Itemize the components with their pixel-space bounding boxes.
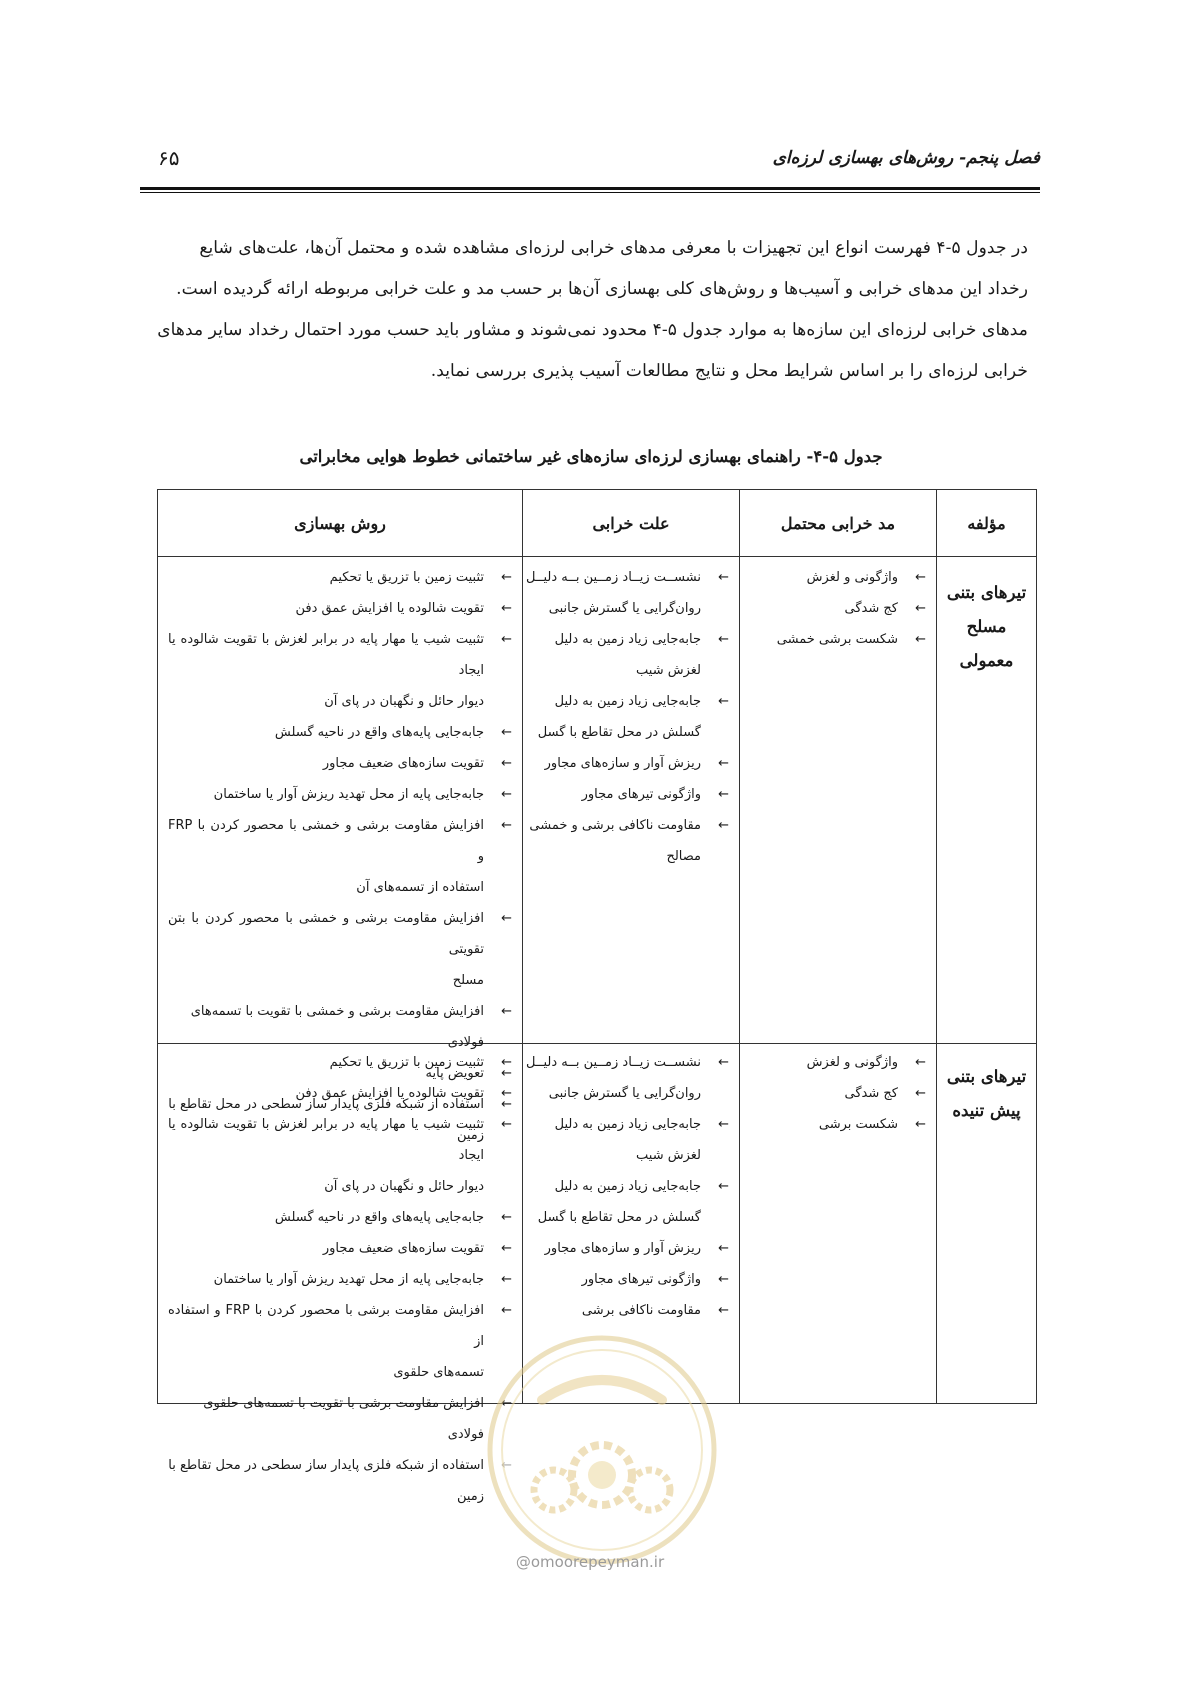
column-divider bbox=[522, 490, 523, 1403]
arrow-icon: ← bbox=[501, 725, 512, 740]
method-item-text: جابه‌جایی پایه‌های واقع در ناحیه گسلش bbox=[274, 1210, 484, 1225]
component-cell bbox=[937, 576, 1036, 678]
cause-item bbox=[526, 810, 733, 872]
method-item-text: جابه‌جایی پایه از محل تهدید ریزش آوار یا ساختمان bbox=[213, 1272, 484, 1287]
failure-mode-item bbox=[740, 1047, 930, 1078]
arrow-icon: ← bbox=[501, 601, 512, 616]
arrow-icon: ← bbox=[501, 1210, 512, 1225]
method-item bbox=[168, 1295, 516, 1388]
method-item-text: تقویت شالوده یا افزایش عمق دفن bbox=[295, 601, 484, 616]
method-item bbox=[168, 779, 516, 810]
method-item bbox=[168, 810, 516, 903]
failure-mode-item bbox=[740, 1078, 930, 1109]
arrow-icon: ← bbox=[915, 1055, 926, 1070]
running-header bbox=[140, 146, 1040, 178]
cause-item-text: جابه‌جایی زیاد زمین به دلیل bbox=[554, 694, 701, 709]
cause-item-text: گسلش در محل تقاطع با گسل bbox=[537, 725, 701, 740]
arrow-icon: ← bbox=[915, 1117, 926, 1132]
cause-item bbox=[526, 779, 733, 810]
cause-item-text: جابه‌جایی زیاد زمین به دلیل bbox=[554, 632, 701, 647]
method-item-text: تثبیت زمین با تزریق یا تحکیم bbox=[329, 1055, 484, 1070]
method-item bbox=[168, 1233, 516, 1264]
chapter-title: فصل پنجم- روش‌های بهسازی لرزه‌ای bbox=[772, 148, 1040, 168]
method-item-text: جابه‌جایی پایه از محل تهدید ریزش آوار یا ساختمان bbox=[213, 787, 484, 802]
method-item-text: تسمه‌های حلقوی bbox=[393, 1365, 484, 1380]
arrow-icon: ← bbox=[501, 1086, 512, 1101]
cause-item-text: نشســت زیــاد زمــین بــه دلیــل bbox=[525, 1055, 701, 1070]
cause-item-text: جابه‌جایی زیاد زمین به دلیل bbox=[554, 1179, 701, 1194]
failure-mode-item-text: واژگونی و لغزش bbox=[806, 1055, 898, 1070]
arrow-icon: ← bbox=[501, 1117, 512, 1132]
arrow-icon: ← bbox=[915, 601, 926, 616]
arrow-icon: ← bbox=[501, 1055, 512, 1070]
arrow-icon: ← bbox=[718, 570, 729, 585]
page-number: ۶۵ bbox=[158, 146, 180, 170]
cause-item-text: لغزش شیب bbox=[636, 663, 701, 678]
cause-item-text: واژگونی تیرهای مجاور bbox=[581, 1272, 701, 1287]
method-item-text: افزایش مقاومت برشی و خمشی با تقویت با تسمه‌های فولادی bbox=[190, 1004, 484, 1050]
cause-item bbox=[526, 1264, 733, 1295]
method-item bbox=[168, 593, 516, 624]
header-cause: علت خرابی bbox=[592, 513, 670, 533]
method-item-text: زمین bbox=[456, 1489, 484, 1504]
method-item bbox=[168, 1078, 516, 1109]
cause-item-text: گسلش در محل تقاطع با گسل bbox=[537, 1210, 701, 1225]
method-item-text: دیوار حائل و نگهبان در پای آن bbox=[324, 1179, 484, 1194]
method-item-text: افزایش مقاومت برشی با تقویت با تسمه‌های حلقوی فولادی bbox=[203, 1396, 484, 1442]
method-item-text: افزایش مقاومت برشی با محصور کردن با FRP و استفاده از bbox=[168, 1303, 485, 1349]
arrow-icon: ← bbox=[501, 756, 512, 771]
method-cell bbox=[168, 1047, 516, 1512]
component-cell bbox=[937, 1060, 1036, 1128]
cause-item bbox=[526, 1171, 733, 1233]
arrow-icon: ← bbox=[718, 694, 729, 709]
failure-mode-cell bbox=[740, 1047, 930, 1140]
arrow-icon: ← bbox=[718, 1117, 729, 1132]
method-item bbox=[168, 562, 516, 593]
method-item bbox=[168, 903, 516, 996]
arrow-icon: ← bbox=[501, 1004, 512, 1019]
failure-mode-item-text: کج شدگی bbox=[844, 601, 898, 616]
component-line: پیش تنیده bbox=[952, 1101, 1021, 1120]
cause-item-text: واژگونی تیرهای مجاور bbox=[581, 787, 701, 802]
arrow-icon: ← bbox=[501, 1458, 512, 1473]
cause-item bbox=[526, 562, 733, 624]
method-item-text: دیوار حائل و نگهبان در پای آن bbox=[324, 694, 484, 709]
method-item bbox=[168, 1047, 516, 1078]
method-item-text: جابه‌جایی پایه‌های واقع در ناحیه گسلش bbox=[274, 725, 484, 740]
method-item-text: تثبیت زمین با تزریق یا تحکیم bbox=[329, 570, 484, 585]
failure-mode-item bbox=[740, 593, 930, 624]
component-line: تیرهای بتنی bbox=[946, 1067, 1027, 1086]
cause-item bbox=[526, 624, 733, 686]
failure-mode-item-text: واژگونی و لغزش bbox=[806, 570, 898, 585]
method-item-text: تقویت شالوده یا افزایش عمق دفن bbox=[295, 1086, 484, 1101]
cause-item-text: مصالح bbox=[666, 849, 701, 864]
method-item bbox=[168, 1450, 516, 1512]
cause-item bbox=[526, 686, 733, 748]
cause-item bbox=[526, 748, 733, 779]
header-method: روش بهسازی bbox=[294, 513, 386, 533]
cause-item-text: ریزش آوار و سازه‌های مجاور bbox=[544, 1241, 701, 1256]
cause-cell bbox=[526, 1047, 733, 1326]
method-item-text: تقویت سازه‌های ضعیف مجاور bbox=[322, 756, 484, 771]
failure-mode-item-text: کج شدگی bbox=[844, 1086, 898, 1101]
arrow-icon: ← bbox=[718, 1272, 729, 1287]
watermark-url: @omoorepeyman.ir bbox=[515, 1553, 665, 1571]
cause-item bbox=[526, 1233, 733, 1264]
component-line: مسلح bbox=[966, 617, 1007, 636]
method-item-text: تثبیت شیب یا مهار پایه در برابر لغزش با تقویت شالوده یا ایجاد bbox=[168, 632, 484, 678]
cause-item-text: لغزش شیب bbox=[636, 1148, 701, 1163]
failure-mode-item-text: شکست برشی bbox=[818, 1117, 898, 1132]
arrow-icon: ← bbox=[501, 1241, 512, 1256]
arrow-icon: ← bbox=[501, 1303, 512, 1318]
component-line: معمولی bbox=[959, 651, 1014, 670]
cause-item bbox=[526, 1295, 733, 1326]
arrow-icon: ← bbox=[501, 1066, 512, 1081]
method-item bbox=[168, 1388, 516, 1450]
method-item bbox=[168, 624, 516, 717]
component-line: تیرهای بتنی bbox=[946, 583, 1027, 602]
arrow-icon: ← bbox=[501, 570, 512, 585]
cause-item-text: مقاومت ناکافی برشی bbox=[581, 1303, 701, 1318]
cause-item bbox=[526, 1047, 733, 1109]
method-item-text: افزایش مقاومت برشی و خمشی با محصور کردن با FRP و bbox=[168, 818, 484, 864]
arrow-icon: ← bbox=[915, 632, 926, 647]
failure-mode-item bbox=[740, 562, 930, 593]
cause-item-text: نشســت زیــاد زمــین بــه دلیــل bbox=[525, 570, 701, 585]
method-item-text: تعویض پایه bbox=[425, 1066, 484, 1081]
cause-cell bbox=[526, 562, 733, 872]
header-rule-thick bbox=[140, 187, 1040, 190]
arrow-icon: ← bbox=[718, 787, 729, 802]
failure-mode-item bbox=[740, 1109, 930, 1140]
arrow-icon: ← bbox=[915, 1086, 926, 1101]
arrow-icon: ← bbox=[718, 818, 729, 833]
table-caption: جدول ۵-۴- راهنمای بهسازی لرزه‌ای سازه‌های غیر ساختمانی خطوط هوایی مخابراتی bbox=[299, 447, 883, 466]
cause-item-text: ریزش آوار و سازه‌های مجاور bbox=[544, 756, 701, 771]
method-item-text: استفاده از تسمه‌های آن bbox=[356, 880, 484, 895]
paragraph-line: رخداد این مدهای خرابی و آسیب‌ها و روش‌های کلی بهسازی آن‌ها بر حسب مد و علت خرابی مربوطه ارائه گردیده است. bbox=[176, 279, 1028, 299]
method-item-text: تقویت سازه‌های ضعیف مجاور bbox=[322, 1241, 484, 1256]
method-item bbox=[168, 1109, 516, 1202]
method-item-text: زمین bbox=[456, 1128, 484, 1143]
arrow-icon: ← bbox=[718, 1055, 729, 1070]
cause-item-text: روان‌گرایی یا گسترش جانبی bbox=[548, 1086, 701, 1101]
retrofit-table bbox=[157, 489, 1037, 1504]
method-item-text: استفاده از شبکه فلزی پایدار ساز سطحی در محل تقاطع با bbox=[168, 1458, 484, 1473]
failure-mode-cell bbox=[740, 562, 930, 655]
header-rule-thin bbox=[140, 192, 1040, 193]
method-item bbox=[168, 717, 516, 748]
arrow-icon: ← bbox=[501, 1396, 512, 1411]
arrow-icon: ← bbox=[501, 911, 512, 926]
method-item bbox=[168, 1202, 516, 1233]
cause-item-text: جابه‌جایی زیاد زمین به دلیل bbox=[554, 1117, 701, 1132]
header-component: مؤلفه bbox=[967, 513, 1006, 533]
method-item bbox=[168, 748, 516, 779]
paragraph-line: در جدول ۵-۴ فهرست انواع این تجهیزات با معرفی مدهای خرابی لرزه‌ای مشاهده شده و محتمل آن‌ها، علت‌های شایع bbox=[199, 238, 1028, 258]
arrow-icon: ← bbox=[718, 1179, 729, 1194]
method-item-text: استفاده از شبکه فلزی پایدار ساز سطحی در محل تقاطع با bbox=[168, 1097, 484, 1112]
arrow-icon: ← bbox=[501, 818, 512, 833]
arrow-icon: ← bbox=[915, 570, 926, 585]
arrow-icon: ← bbox=[718, 1303, 729, 1318]
arrow-icon: ← bbox=[501, 1272, 512, 1287]
arrow-icon: ← bbox=[501, 787, 512, 802]
arrow-icon: ← bbox=[718, 1241, 729, 1256]
header-failure-mode: مد خرابی محتمل bbox=[780, 513, 896, 533]
method-item-text: تثبیت شیب یا مهار پایه در برابر لغزش با تقویت شالوده یا ایجاد bbox=[168, 1117, 484, 1163]
paragraph-line: خرابی لرزه‌ای را بر اساس شرایط محل و نتایج مطالعات آسیب پذیری بررسی نماید. bbox=[430, 361, 1028, 381]
cause-item-text: مقاومت ناکافی برشی و خمشی bbox=[529, 818, 701, 833]
cause-item bbox=[526, 1109, 733, 1171]
cause-item-text: روان‌گرایی یا گسترش جانبی bbox=[548, 601, 701, 616]
watermark-logo bbox=[482, 1330, 722, 1570]
method-item-text: افزایش مقاومت برشی و خمشی با محصور کردن با بتن تقویتی bbox=[168, 911, 484, 957]
arrow-icon: ← bbox=[718, 756, 729, 771]
paragraph-line: مدهای خرابی لرزه‌ای این سازه‌ها به موارد جدول ۵-۴ محدود نمی‌شوند و مشاور باید حسب مورد احتمال رخداد سایر مدهای bbox=[157, 320, 1028, 340]
failure-mode-item-text: شکست برشی خمشی bbox=[776, 632, 898, 647]
arrow-icon: ← bbox=[501, 632, 512, 647]
header-divider bbox=[158, 556, 1036, 557]
failure-mode-item bbox=[740, 624, 930, 655]
method-item-text: مسلح bbox=[452, 973, 484, 988]
body-paragraph bbox=[142, 228, 1028, 392]
arrow-icon: ← bbox=[718, 632, 729, 647]
arrow-icon: ← bbox=[501, 1097, 512, 1112]
method-item bbox=[168, 1264, 516, 1295]
